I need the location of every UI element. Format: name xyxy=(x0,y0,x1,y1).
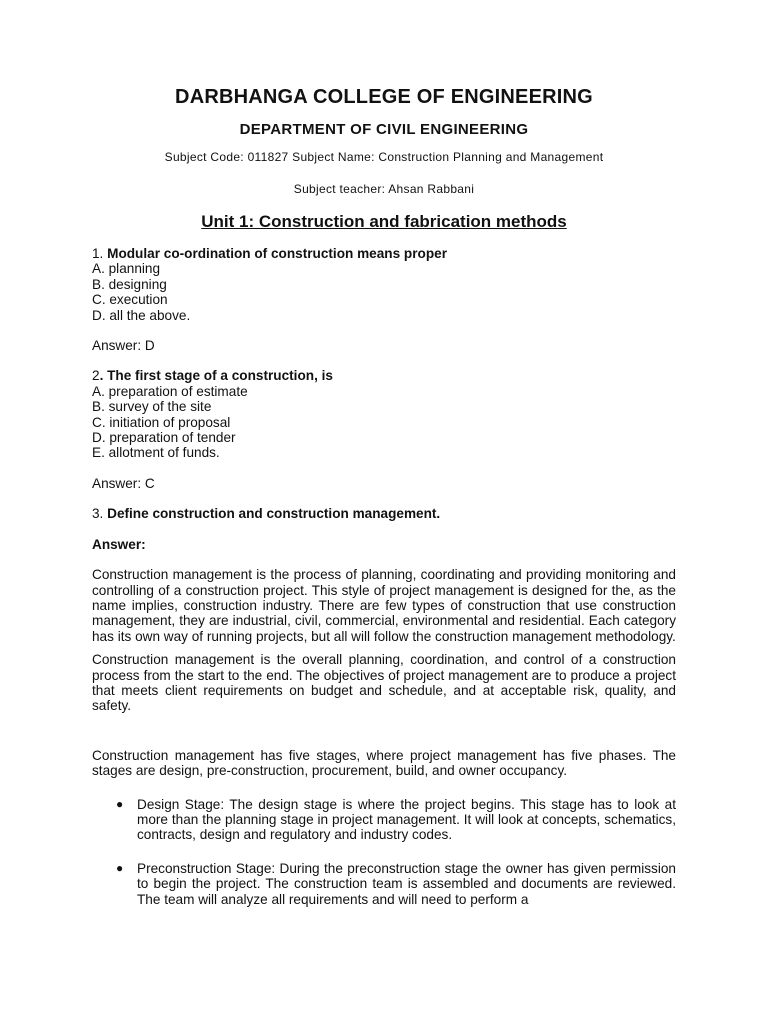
option: A. preparation of estimate xyxy=(92,383,248,399)
option: C. execution xyxy=(92,292,168,308)
question-1 xyxy=(92,246,676,261)
option: A. planning xyxy=(92,261,161,277)
question-3 xyxy=(92,506,676,521)
stage-list xyxy=(92,797,676,907)
option: E. allotment of funds. xyxy=(92,445,220,461)
list-item xyxy=(92,797,676,843)
question-number: 2 xyxy=(92,368,100,384)
option: C. initiation of proposal xyxy=(92,414,231,430)
question-2 xyxy=(92,368,676,383)
answer-heading: Answer: xyxy=(92,536,146,552)
list-item xyxy=(92,861,676,907)
stage-text: Preconstruction Stage: During the preconstruction stage the owner has given permission to begin the project. The construction team is assembled and documents are reviewed. The team will analyze all requirements and will need to perform a xyxy=(137,860,676,907)
answer-1: Answer: D xyxy=(92,338,155,354)
option: D. preparation of tender xyxy=(92,430,236,446)
department-name: DEPARTMENT OF CIVIL ENGINEERING xyxy=(239,121,529,138)
option: D. all the above. xyxy=(92,307,191,323)
answer-2: Answer: C xyxy=(92,475,155,491)
question-text: . The first stage of a construction, is xyxy=(99,368,333,384)
question-text: Modular co-ordination of construction means proper xyxy=(107,246,447,261)
question-number: 3. xyxy=(92,506,104,522)
bullet-icon: ● xyxy=(116,860,124,875)
bullet-icon: ● xyxy=(116,796,124,811)
subject-teacher: Subject teacher: Ahsan Rabbani xyxy=(293,182,475,196)
question-number: 1. xyxy=(92,246,104,261)
unit-title: Unit 1: Construction and fabrication methods xyxy=(201,212,567,231)
document-body xyxy=(92,246,676,925)
option: B. designing xyxy=(92,276,167,292)
paragraph-1: Construction management is the process of planning, coordinating and providing monitoring and controlling of a construction project. This style of project management is designed for the, as the name implies, construction industry. There are few types of construction that use construction management, they are industrial, civil, commercial, environmental and residential. Each category has its own way of running projects, but all will follow the construction management methodology. xyxy=(92,567,676,644)
paragraph-3: Construction management has five stages, where project management has five phases. The stages are design, pre-construction, procurement, build, and owner occupancy. xyxy=(92,747,676,779)
stage-text: Design Stage: The design stage is where the project begins. This stage has to look at more than the planning stage in project management. It will look at concepts, schematics, contracts, design and regulatory and industry codes. xyxy=(137,796,676,843)
college-name: DARBHANGA COLLEGE OF ENGINEERING xyxy=(175,86,593,108)
paragraph-2: Construction management is the overall planning, coordination, and control of a construction process from the start to the end. The objectives of project management are to produce a project that meets client requirements on budget and schedule, and at acceptable risk, quality, and safety. xyxy=(92,652,676,714)
option: B. survey of the site xyxy=(92,399,212,415)
question-text: Define construction and construction management. xyxy=(107,506,441,522)
subject-line: Subject Code: 011827 Subject Name: Construction Planning and Management xyxy=(164,150,604,164)
